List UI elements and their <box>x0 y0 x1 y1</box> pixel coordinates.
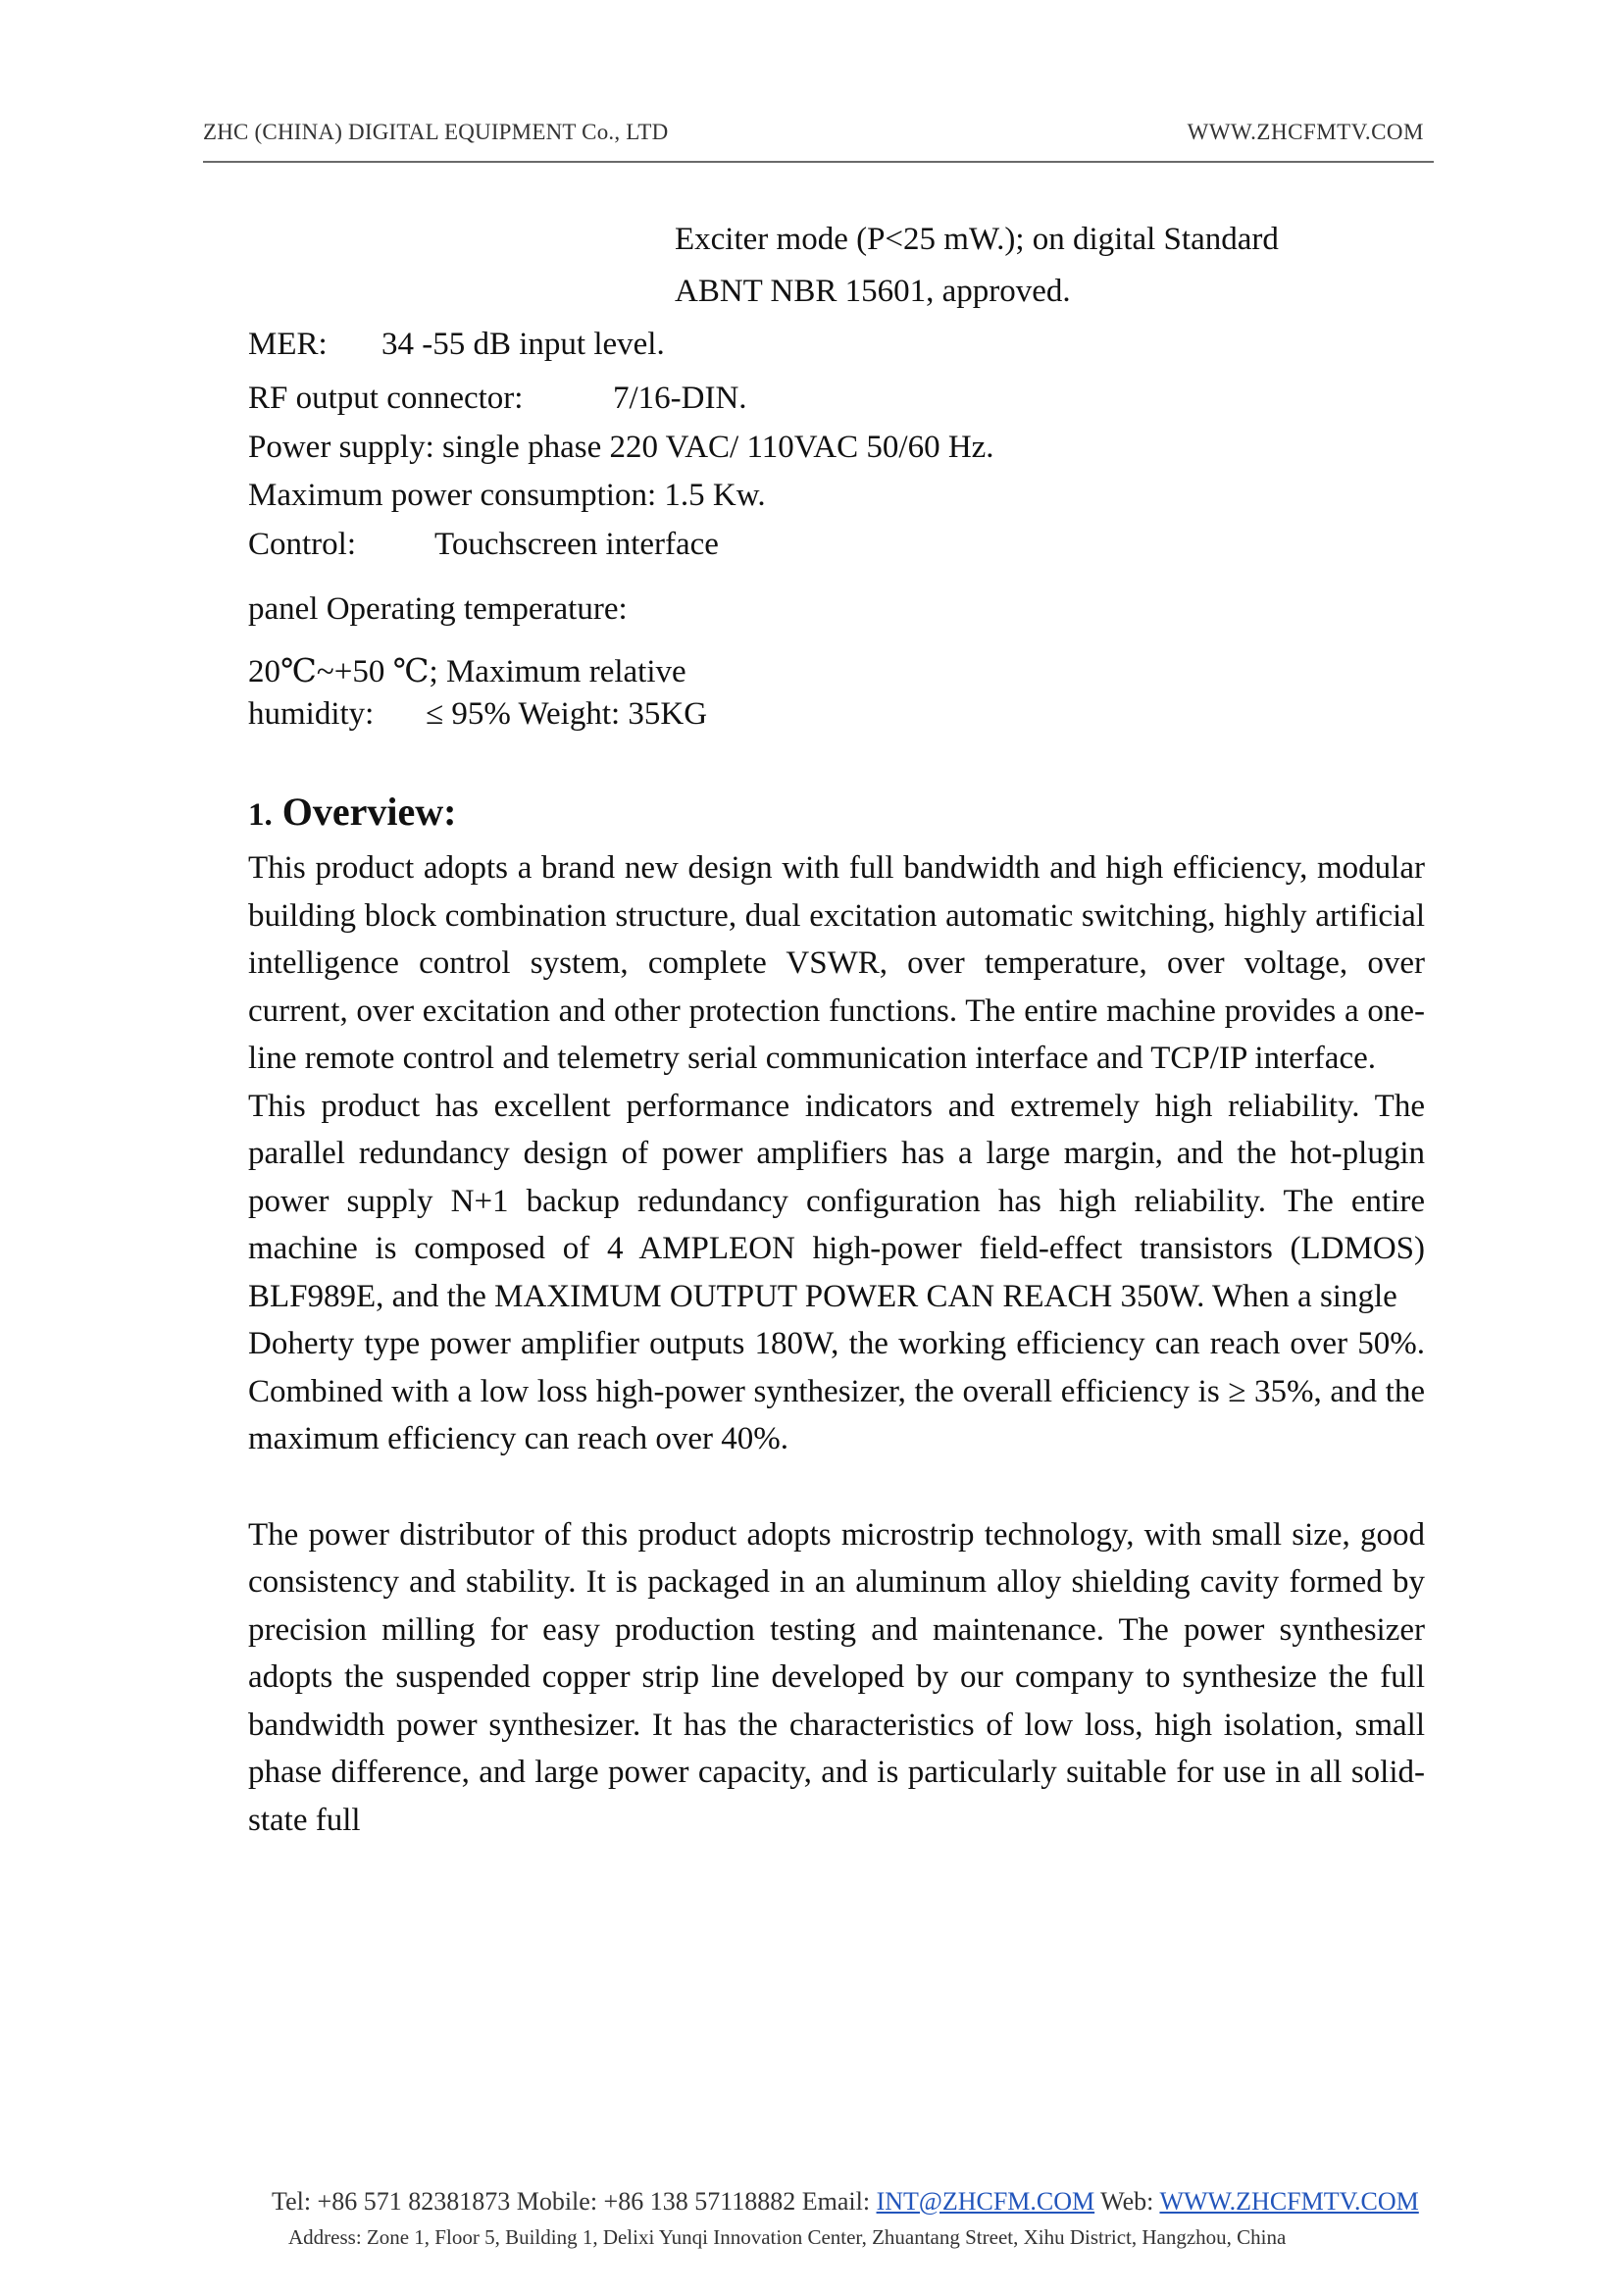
overview-paragraph-3: Doherty type power amplifier outputs 180W, the working efficiency can reach over 50%. Combined with a low loss high-power synthesizer, the overall efficiency is ≥ 35%, and the maximum efficiency can reach over 40%. <box>248 1326 1425 1456</box>
spec-mer-value: 34 -55 dB input level. <box>381 327 665 362</box>
spec-exciter-line1: Exciter mode (P<25 mW.); on digital Standard <box>675 222 1279 257</box>
spec-max-power: Maximum power consumption: 1.5 Kw. <box>248 478 766 513</box>
header-website: WWW.ZHCFMTV.COM <box>1187 120 1424 144</box>
section-title: Overview: <box>281 790 457 834</box>
footer-address: Address: Zone 1, Floor 5, Building 1, Delixi Yunqi Innovation Center, Zhuantang Street, Xihu District, Hangzhou, China <box>288 2225 1287 2249</box>
spec-control-value: Touchscreen interface <box>434 527 719 562</box>
spec-power-supply: Power supply: single phase 220 VAC/ 110VAC 50/60 Hz. <box>248 430 994 465</box>
spec-rf-value: 7/16-DIN. <box>613 381 747 416</box>
header-divider <box>203 161 1434 163</box>
spec-humidity-value: ≤ 95% Weight: 35KG <box>426 696 708 732</box>
spec-mer-label: MER: <box>248 327 328 362</box>
spec-humidity-label: humidity: <box>248 696 375 732</box>
section-heading <box>248 783 1425 844</box>
overview-section <box>248 783 1425 1844</box>
footer-email-link[interactable]: INT@ZHCFM.COM <box>876 2187 1095 2216</box>
footer-tel: Tel: +86 571 82381873 Mobile: +86 138 57118882 Email: <box>272 2187 877 2216</box>
footer-web-link[interactable]: WWW.ZHCFMTV.COM <box>1159 2187 1419 2216</box>
spec-temp-range: 20℃~+50 ℃; Maximum relative <box>248 654 686 689</box>
overview-paragraph-2: This product has excellent performance indicators and extremely high reliability. The parallel redundancy design of power amplifiers has a large margin, and the hot-plugin power supply N+1 backup redundancy configuration has high reliability. The entire machine is composed of 4 AMPLEON high-power field-effect transistors (LDMOS) BLF989E, and the MAXIMUM OUTPUT POWER CAN REACH 350W. When a single <box>248 1088 1425 1314</box>
company-name: ZHC (CHINA) DIGITAL EQUIPMENT Co., LTD <box>203 120 669 144</box>
paragraph-gap <box>248 1463 1425 1511</box>
spec-panel-temp: panel Operating temperature: <box>248 591 628 627</box>
overview-paragraph-1: This product adopts a brand new design with full bandwidth and high efficiency, modular building block combination structure, dual excitation automatic switching, highly artificial intelligence control system, complete VSWR, over temperature, over voltage, over current, over excitation and other protection functions. The entire machine provides a one-line remote control and telemetry serial communication interface and TCP/IP interface. <box>248 850 1425 1076</box>
page-header <box>203 116 1424 149</box>
footer-web-label: Web: <box>1094 2187 1160 2216</box>
section-number: 1. <box>248 797 273 833</box>
footer-contact <box>272 2187 1419 2217</box>
spec-rf-label: RF output connector: <box>248 381 524 416</box>
overview-paragraph-4: The power distributor of this product adopts microstrip technology, with small size, good consistency and stability. It is packaged in an aluminum alloy shielding cavity formed by precision milling for easy production testing and maintenance. The power synthesizer adopts the suspended copper strip line developed by our company to synthesize the full bandwidth power synthesizer. It has the characteristics of low loss, high isolation, small phase difference, and large power capacity, and is particularly suitable for use in all solid-state full <box>248 1516 1425 1838</box>
spec-control-label: Control: <box>248 527 357 562</box>
spec-exciter-line2: ABNT NBR 15601, approved. <box>675 274 1071 309</box>
